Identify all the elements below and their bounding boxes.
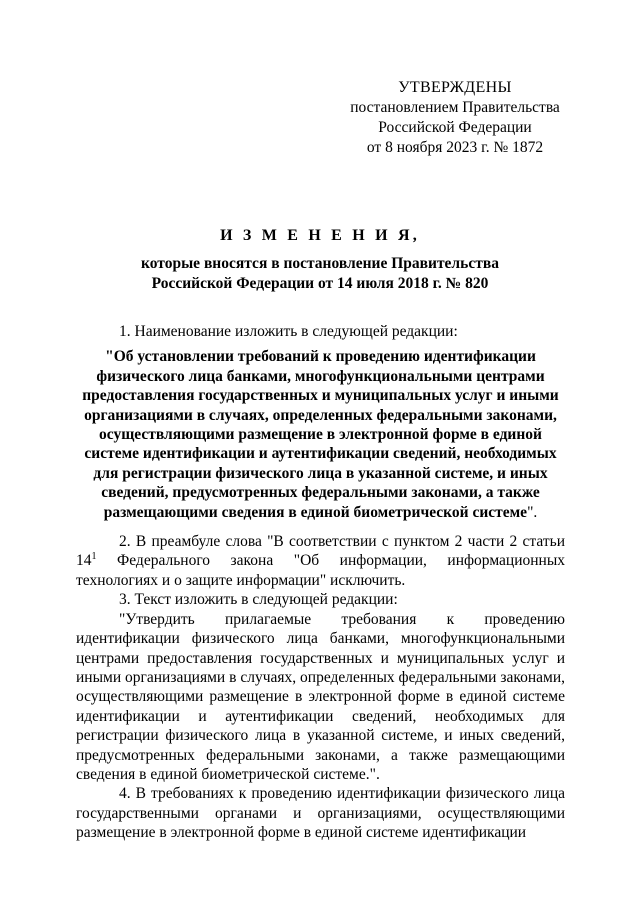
item-1-quote-text: "Об установлении требований к проведению идентификации физического лица банками, многофункциональными центрами предоставления государственных и муниципальных услуг и иными организациями в случаях, определенных федеральными законами, осуществляющими размещение в электронной форме в единой системе идентификации и аутентификации сведений, необходимых для регистрации физического лица в указанной системе, и иных сведений, предусмотренных федеральными законами, а также размещающими сведения в единой биометрической системе <box>82 348 559 521</box>
item-3-quote: "Утвердить прилагаемые требования к проведению идентификации физического лица банками, многофункциональными центрами предоставления государственных и муниципальных услуг и иными организациями в случаях, определенных федеральными законами, осуществляющими размещение в электронной форме в единой системе идентификации и аутентификации сведений, необходимых для регистрации физического лица в указанной системе, и иных сведений, предусмотренных федеральными законами, а также размещающими сведения в единой биометрической системе.". <box>76 610 565 783</box>
approval-line-3: от 8 ноября 2023 г. № 1872 <box>366 139 544 156</box>
item-4: 4. В требованиях к проведению идентификации физического лица государственными органами и организациями, осуществляющими размещение в электронной форме в единой системе идентификации <box>76 785 565 842</box>
item-2 <box>76 532 565 590</box>
item-3-intro: 3. Текст изложить в следующей редакции: <box>119 591 398 609</box>
item-2-part-2: Федерального закона "Об информации, информационных технологиях и о защите информации" исключить. <box>76 552 565 589</box>
title-main: И З М Е Н Е Н И Я, <box>220 227 420 244</box>
title-sub-line-1: которые вносятся в постановление Правительства <box>141 255 499 272</box>
title-sub-line-2: Российской Федерации от 14 июля 2018 г. № 820 <box>151 275 489 292</box>
document-body <box>76 322 565 843</box>
approval-line-2: Российской Федерации <box>378 119 532 136</box>
approval-line-1: постановлением Правительства <box>350 99 560 116</box>
item-1-quote-end: ". <box>527 503 538 521</box>
item-1-quote <box>76 347 565 522</box>
approval-heading: УТВЕРЖДЕНЫ <box>398 79 512 96</box>
item-2-part-1: 2. В преамбуле слова "В соответствии с пунктом 2 части 2 статьи 14 <box>76 533 565 570</box>
approval-stamp <box>340 78 570 158</box>
document-title <box>60 226 580 294</box>
item-1-intro: 1. Наименование изложить в следующей редакции: <box>119 323 458 340</box>
item-2-superscript: 1 <box>91 551 97 563</box>
